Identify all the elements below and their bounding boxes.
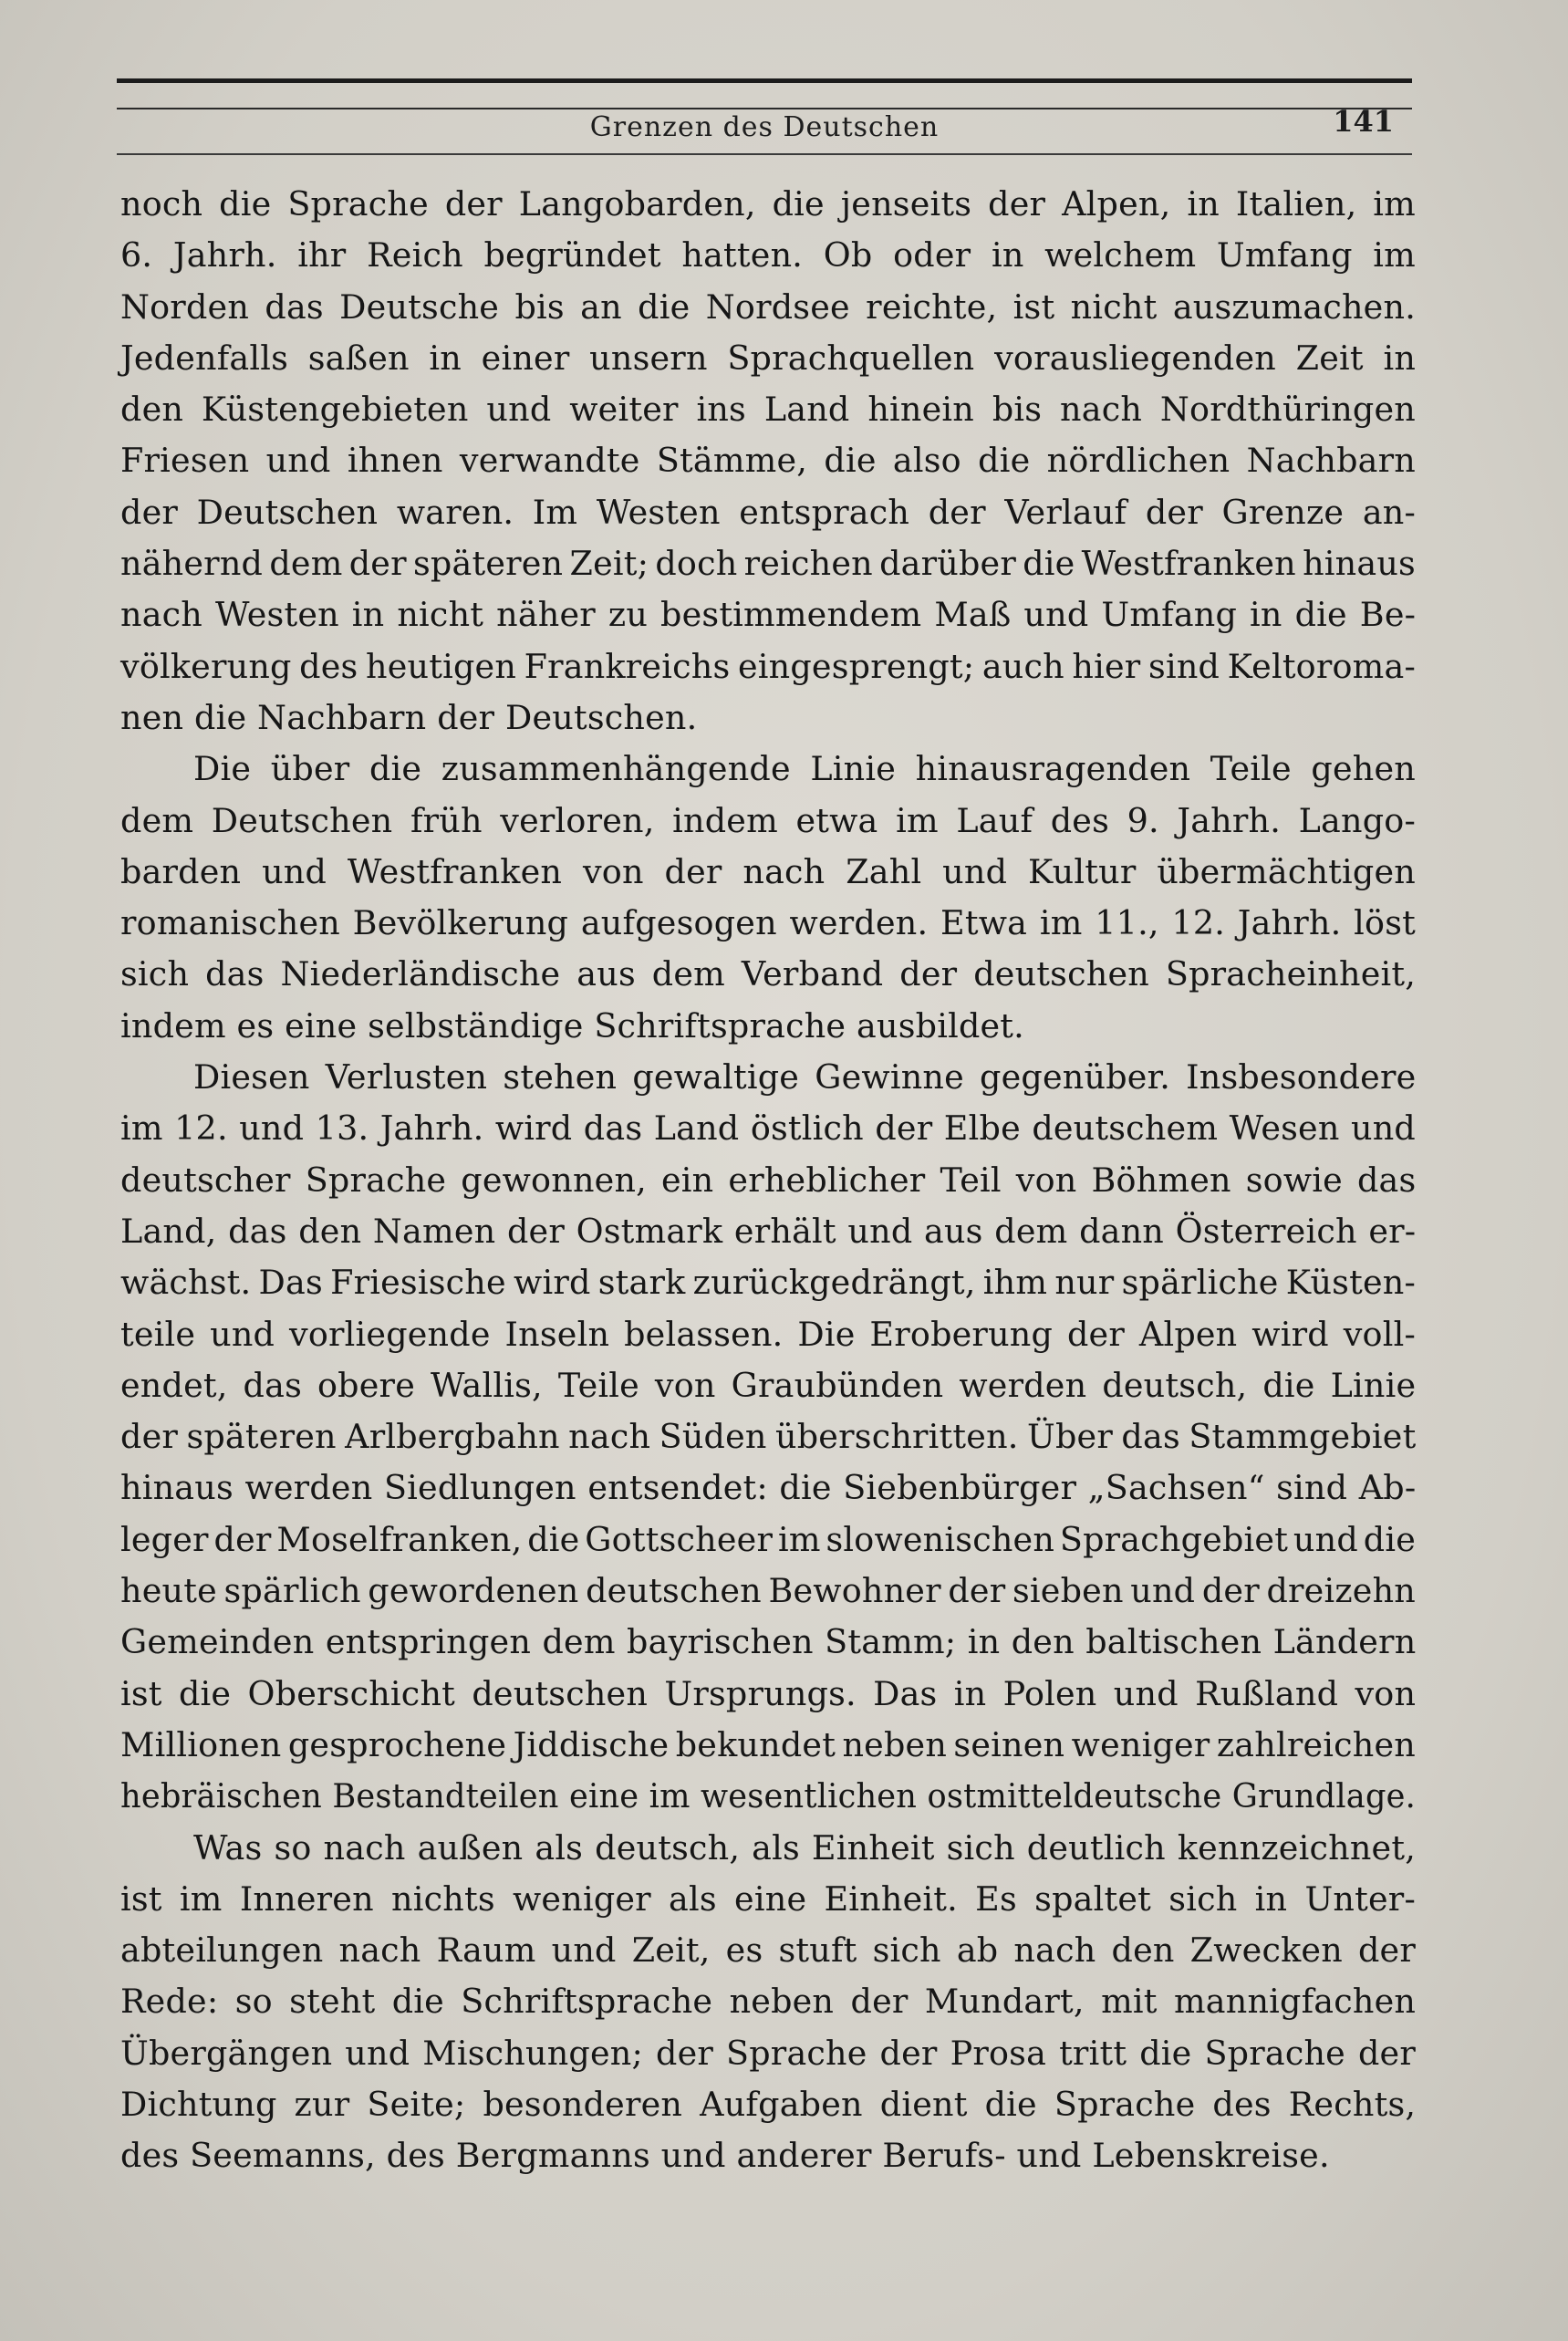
text-line: der Deutschen waren. Im Westen entsprach der Verlauf der Grenze an- (120, 492, 1417, 532)
text-line: sich das Niederländische aus dem Verband der deutschen Spracheinheit, (120, 954, 1417, 994)
text-line: Millionen gesprochene Jiddische bekundet neben seinen weniger zahlreichen (120, 1724, 1416, 1764)
text-line: Norden das Deutsche bis an die Nordsee reichte, ist nicht auszumachen. (120, 286, 1416, 327)
text-line: Land, das den Namen der Ostmark erhält und aus dem dann Österreich er- (120, 1211, 1417, 1251)
text-line: den Küstengebieten und weiter ins Land hinein bis nach Nordthüringen (120, 390, 1416, 430)
text-line: im 12. und 13. Jahrh. wird das Land östlich der Elbe deutschem Wesen und (120, 1108, 1416, 1149)
text-line: nach Westen in nicht näher zu bestimmendem Maß und Umfang in die Be- (120, 595, 1417, 635)
text-line: Gemeinden entspringen dem bayrischen Stamm; in den baltischen Ländern (120, 1622, 1417, 1662)
text-line: hebräischen Bestandteilen eine im wesentlichen ostmitteldeutsche Grundlage. (120, 1776, 1417, 1816)
text-line: Dichtung zur Seite; besonderen Aufgaben dient die Sprache des Rechts, (120, 2084, 1417, 2124)
text-line: leger der Moselfranken, die Gottscheer im slowenischen Sprachgebiet und die (120, 1519, 1416, 1559)
text-line: deutscher Sprache gewonnen, ein erheblicher Teil von Böhmen sowie das (120, 1160, 1417, 1200)
text-line: barden und Westfranken von der nach Zahl und Kultur übermächtigen (120, 851, 1416, 891)
text-line: ist die Oberschicht deutschen Ursprungs. Das in Polen und Rußland von (120, 1673, 1417, 1713)
text-line: teile und vorliegende Inseln belassen. Die Eroberung der Alpen wird voll- (120, 1314, 1416, 1354)
header-rule-thick (117, 78, 1412, 83)
text-line: nähernd dem der späteren Zeit; doch reichen darüber die Westfranken hinaus (120, 544, 1416, 584)
text-line: abteilungen nach Raum und Zeit, es stuft sich ab nach den Zwecken der (120, 1930, 1416, 1971)
running-head (117, 104, 1412, 159)
text-line: des Seemanns, des Bergmanns und anderer Berufs- und Lebenskreise. (120, 2136, 1330, 2176)
text-line: der späteren Arlbergbahn nach Süden überschritten. Über das Stammgebiet (120, 1417, 1417, 1457)
text-line: völkerung des heutigen Frankreichs eingesprengt; auch hier sind Keltoroma- (120, 646, 1416, 686)
text-line: Rede: so steht die Schriftsprache neben der Mundart, mit mannigfachen (120, 1982, 1417, 2022)
paragraph (120, 1823, 1416, 2182)
text-line: noch die Sprache der Langobarden, die jenseits der Alpen, in Italien, im (120, 184, 1416, 224)
text-line: wächst. Das Friesische wird stark zurückgedrängt, ihm nur spärliche Küsten- (120, 1263, 1416, 1303)
paragraph (120, 744, 1416, 1052)
text-line: Was so nach außen als deutsch, als Einheit sich deutlich kennzeichnet, (193, 1827, 1416, 1868)
text-line: Diesen Verlusten stehen gewaltige Gewinne gegenüber. Insbesondere (193, 1057, 1417, 1098)
text-line: hinaus werden Siedlungen entsendet: die Siebenbürger „Sachsen“ sind Ab- (120, 1468, 1417, 1508)
paragraph (120, 179, 1416, 744)
text-line: dem Deutschen früh verloren, indem etwa im Lauf des 9. Jahrh. Lango- (120, 800, 1416, 840)
text-line: Die über die zusammenhängende Linie hinausragenden Teile gehen (193, 749, 1416, 789)
header-underline (117, 153, 1412, 155)
paragraph (120, 1052, 1416, 1822)
running-title: Grenzen des Deutschen (589, 111, 940, 143)
text-line: 6. Jahrh. ihr Reich begründet hatten. Ob oder in welchem Umfang im (120, 235, 1416, 276)
text-line: indem es eine selbständige Schriftsprache ausbildet. (120, 1005, 1024, 1046)
body-text (120, 179, 1416, 2182)
page-number: 141 (1333, 104, 1394, 139)
text-line: nen die Nachbarn der Deutschen. (120, 697, 698, 737)
header-rule-thin (117, 108, 1412, 109)
text-line: heute spärlich gewordenen deutschen Bewohner der sieben und der dreizehn (120, 1571, 1416, 1611)
text-line: romanischen Bevölkerung aufgesogen werden. Etwa im 11., 12. Jahrh. löst (120, 903, 1416, 943)
text-line: endet, das obere Wallis, Teile von Graubünden werden deutsch, die Linie (120, 1365, 1417, 1405)
text-line: Jedenfalls saßen in einer unsern Sprachquellen vorausliegenden Zeit in (120, 338, 1417, 378)
text-line: Friesen und ihnen verwandte Stämme, die also die nördlichen Nachbarn (120, 441, 1416, 481)
text-line: ist im Inneren nichts weniger als eine Einheit. Es spaltet sich in Unter- (120, 1878, 1416, 1919)
text-line: Übergängen und Mischungen; der Sprache der Prosa tritt die Sprache der (120, 2033, 1416, 2073)
